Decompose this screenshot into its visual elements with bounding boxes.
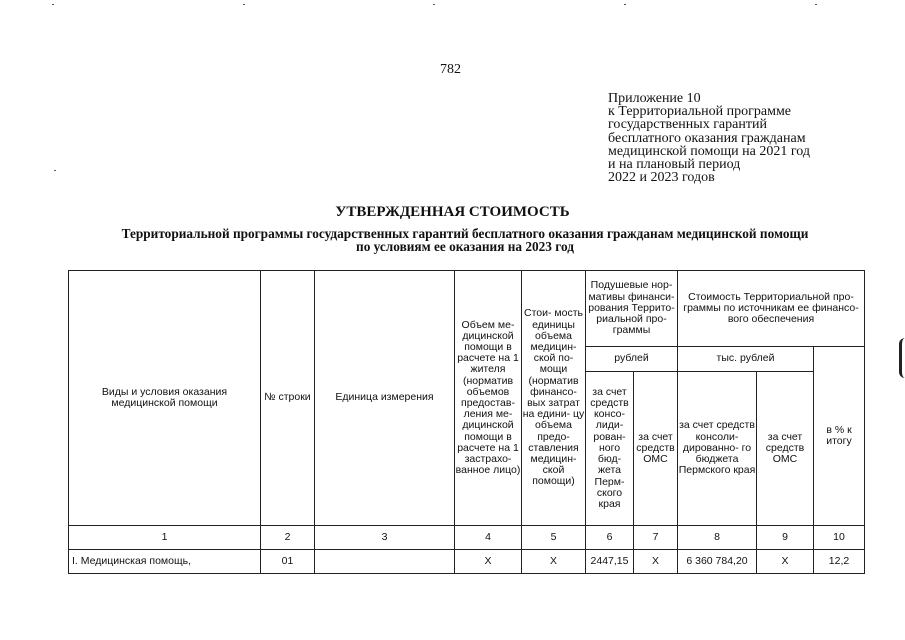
column-number: 2 xyxy=(261,526,315,550)
header-volume: Объем ме- дицинской помощи в расчете на 1 жителя (норматив объемов предостав- ления ме- дицинской помощи в расчете на 1 застрахо- ванное лицо) xyxy=(455,271,522,526)
header-rubles: рублей xyxy=(586,347,678,372)
table-row xyxy=(69,550,865,574)
subtitle-line-2: по условиям ее оказания на 2023 год xyxy=(356,239,574,254)
scan-mark xyxy=(815,4,817,5)
scan-mark xyxy=(52,4,54,5)
header-row-no: № строки xyxy=(261,271,315,526)
header-cost-by-source: Стоимость Территориальной про- граммы по источникам ее финансо- вого обеспечения xyxy=(678,271,865,347)
header-unit: Единица измерения xyxy=(315,271,455,526)
appendix-line: к Территориальной программе xyxy=(608,104,792,120)
cost-table xyxy=(68,270,865,574)
cell-oms-thousand: X xyxy=(757,550,814,574)
page-number: 782 xyxy=(440,62,461,77)
appendix-line: и на плановый период xyxy=(608,157,741,173)
column-number: 7 xyxy=(634,526,678,550)
column-number: 9 xyxy=(757,526,814,550)
appendix-caption xyxy=(608,92,810,184)
column-number: 1 xyxy=(69,526,261,550)
column-number: 5 xyxy=(522,526,586,550)
binding-mark xyxy=(899,338,905,378)
cell-unit-cost: X xyxy=(522,550,586,574)
cell-unit xyxy=(315,550,455,574)
appendix-line: 2022 и 2023 годов xyxy=(608,170,715,186)
scan-mark xyxy=(624,4,626,5)
appendix-line: Приложение 10 xyxy=(608,91,701,106)
column-number: 10 xyxy=(814,526,865,550)
header-thousand-rubles: тыс. рублей xyxy=(678,347,814,372)
column-number: 4 xyxy=(455,526,522,550)
header-budget-rubles: за счет средств консо- лиди- рован- ного бюд- жета Перм- ского края xyxy=(586,372,634,526)
cell-budget-thousand: 6 360 784,20 xyxy=(678,550,757,574)
subtitle-line-1: Территориальной программы государственных гарантий бесплатного оказания гражданам медицинской помощи xyxy=(121,226,809,241)
header-unit-cost: Стои- мость единицы объема медицин- ской по- мощи (норматив финансо- вых затрат на едини- цу объема предо- ставления медицин- ской помощи) xyxy=(522,271,586,526)
scan-mark xyxy=(54,170,56,171)
column-number: 8 xyxy=(678,526,757,550)
cell-oms-rubles: X xyxy=(634,550,678,574)
document-title: УТВЕРЖДЕННАЯ СТОИМОСТЬ xyxy=(335,204,570,220)
header-budget-thousand: за счет средств консоли- дированно- го бюджета Пермского края xyxy=(678,372,757,526)
header-oms-thousand: за счет средств ОМС xyxy=(757,372,814,526)
cell-percent: 12,2 xyxy=(814,550,865,574)
cell-row-no: 01 xyxy=(261,550,315,574)
scan-mark xyxy=(243,4,245,5)
appendix-line: бесплатного оказания гражданам xyxy=(608,130,806,146)
header-oms-rubles: за счет средств ОМС xyxy=(634,372,678,526)
cell-budget-rubles: 2447,15 xyxy=(586,550,634,574)
appendix-line: государственных гарантий xyxy=(608,117,767,133)
column-number: 6 xyxy=(586,526,634,550)
document-subtitle xyxy=(40,227,890,253)
header-types: Виды и условия оказания медицинской помощи xyxy=(69,271,261,526)
column-number: 3 xyxy=(315,526,455,550)
cell-type: I. Медицинская помощь, xyxy=(69,550,261,574)
scan-mark xyxy=(433,4,435,5)
header-percent: в % к итогу xyxy=(814,347,865,526)
cell-volume: X xyxy=(455,550,522,574)
appendix-line: медицинской помощи на 2021 год xyxy=(608,143,810,159)
column-numbers-row xyxy=(69,526,865,550)
header-per-capita: Подушевые нор- мативы финанси- рования Террито- риальной про- граммы xyxy=(586,271,678,347)
